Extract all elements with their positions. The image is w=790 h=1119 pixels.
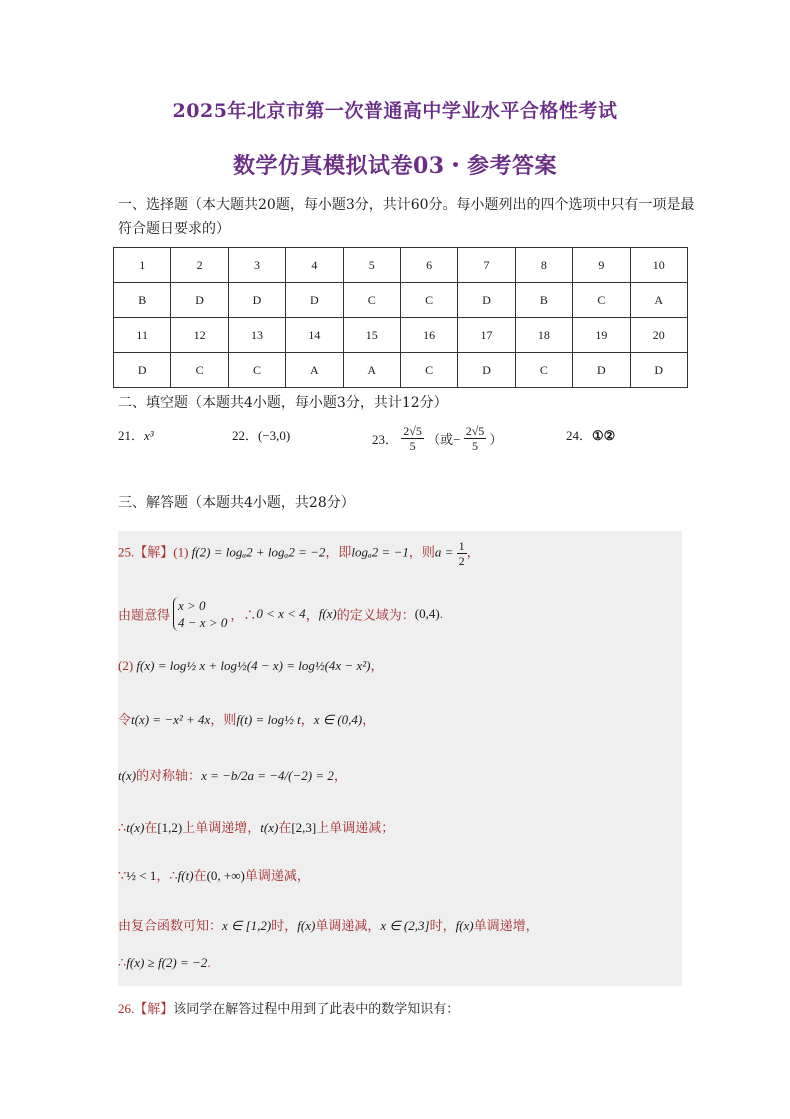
solution-line-4 — [118, 709, 375, 728]
math-expression: f(x) — [318, 606, 337, 621]
table-cell: 14 — [286, 318, 343, 353]
answer-23 — [372, 424, 503, 453]
math-expression: x ∈ [1,2) — [222, 918, 272, 933]
math-expression: logₐ2 = −1 — [351, 544, 409, 560]
table-cell: 8 — [515, 248, 572, 283]
math-expression: x ∈ (0,4) — [313, 712, 363, 727]
text: 由题意得 — [118, 607, 171, 623]
table-cell: 19 — [573, 318, 630, 353]
answer-23-close: ） — [489, 432, 503, 447]
text: 的对称轴： — [136, 768, 202, 783]
table-cell: D — [228, 283, 285, 318]
text: 在 — [193, 868, 207, 883]
fraction-numerator: 2√5 — [403, 424, 422, 438]
table-cell: A — [630, 283, 687, 318]
table-cell: D — [458, 283, 515, 318]
answer-24-value: ①② — [592, 428, 616, 443]
text: 令 — [118, 712, 132, 727]
table-cell: 5 — [343, 248, 400, 283]
table-cell: D — [458, 353, 515, 388]
text: 在 — [278, 820, 292, 835]
math-expression: t(x) — [126, 820, 145, 835]
text: 上单调递减； — [316, 820, 395, 835]
text: ∴ — [118, 820, 127, 835]
math-expression: [1,2) — [157, 820, 183, 835]
table-cell: C — [515, 353, 572, 388]
text: ，∴ — [156, 868, 178, 883]
text: ∴ — [118, 955, 127, 970]
table-cell: D — [114, 353, 171, 388]
condition: 4 − x > 0 — [178, 615, 228, 630]
math-expression: t(x) — [118, 768, 137, 783]
text: 在 — [144, 820, 158, 835]
math-expression: a = — [434, 544, 454, 560]
math-expression: (0,4) — [414, 606, 440, 621]
table-cell: 13 — [228, 318, 285, 353]
table-cell: 2 — [171, 248, 228, 283]
table-cell: 10 — [630, 248, 687, 283]
table-cell: D — [171, 283, 228, 318]
question-tag: 26.【解】 — [118, 1001, 174, 1016]
table-cell: 4 — [286, 248, 343, 283]
text: ， — [466, 544, 480, 560]
math-expression: [2,3] — [291, 820, 317, 835]
table-row — [114, 353, 688, 388]
table-cell: 20 — [630, 318, 687, 353]
text: ，则 — [210, 712, 237, 727]
table-cell: C — [343, 283, 400, 318]
table-cell: 18 — [515, 318, 572, 353]
text: . — [207, 955, 211, 970]
answer-22 — [232, 425, 290, 444]
math-expression: 0 < x < 4 — [256, 606, 306, 621]
table-cell: D — [286, 283, 343, 318]
solution-line-7 — [118, 865, 310, 884]
question-26-text: 该同学在解答过程中用到了此表中的数学知识有： — [173, 1001, 460, 1016]
table-cell: D — [573, 353, 630, 388]
fraction-numerator: 1 — [458, 539, 465, 553]
text: ， — [305, 607, 319, 623]
answer-24-label: 24． — [566, 428, 593, 443]
table-cell: 9 — [573, 248, 630, 283]
fraction-numerator: 2√5 — [465, 424, 485, 438]
solution-line-9 — [118, 955, 211, 971]
part-tag: (2) — [118, 658, 134, 673]
exam-title: 2025年北京市第一次普通高中学业水平合格性考试 — [172, 100, 618, 122]
table-cell: B — [114, 283, 171, 318]
table-cell: C — [400, 353, 457, 388]
table-cell: D — [630, 353, 687, 388]
section1-heading: 一、选择题（本大题共20题，每小题3分，共计60分。每小题列出的四个选项中只有一项是最符合题日要求的） — [118, 197, 695, 237]
question-26-intro — [118, 998, 459, 1017]
answer-23-fraction — [401, 424, 424, 453]
solution-line-2 — [118, 597, 443, 631]
table-cell: 6 — [400, 248, 457, 283]
table-cell: 17 — [458, 318, 515, 353]
table-cell: 3 — [228, 248, 285, 283]
answer-23-or: （或− — [427, 432, 461, 447]
math-expression: f(x) — [297, 918, 316, 933]
condition-system — [173, 597, 227, 631]
table-cell: A — [286, 353, 343, 388]
answer-24 — [566, 425, 615, 444]
text: 时， — [271, 918, 298, 933]
table-cell: C — [171, 353, 228, 388]
text: ∵ — [118, 868, 127, 883]
math-expression: x ∈ (2,3] — [380, 918, 430, 933]
table-cell: A — [343, 353, 400, 388]
text: ， — [370, 658, 384, 673]
math-expression: f(2) = logₐ2 + logₐ2 = −2 — [191, 544, 326, 560]
question-tag: 25.【解】(1) — [118, 544, 189, 560]
table-cell: 7 — [458, 248, 515, 283]
section3-heading: 三、解答题（本题共4小题，共28分） — [118, 495, 355, 511]
text: 时， — [429, 918, 456, 933]
solution-line-6 — [118, 817, 394, 836]
text: 由复合函数可知： — [118, 918, 223, 933]
math-expression: f(x) — [455, 918, 474, 933]
table-cell: C — [400, 283, 457, 318]
table-row — [114, 283, 688, 318]
table-cell: C — [228, 353, 285, 388]
solution-line-5 — [118, 765, 347, 784]
answer-23-label: 23． — [372, 432, 399, 447]
math-expression: ½ < 1 — [126, 868, 157, 883]
answer-23-fraction-alt — [464, 424, 487, 453]
text: 的定义域为： — [336, 607, 415, 623]
math-expression: (0, +∞) — [206, 868, 245, 883]
math-expression: x = −b/2a = −4/(−2) = 2 — [201, 768, 334, 783]
table-row — [114, 248, 688, 283]
math-expression: t(x) — [260, 820, 279, 835]
fraction-denominator: 2 — [458, 554, 465, 568]
text: 单调递减， — [244, 868, 310, 883]
text: ， — [333, 768, 347, 783]
math-expression: f(t) = log½ t — [236, 712, 301, 727]
answer-21 — [118, 425, 154, 444]
math-expression: f(t) — [177, 868, 194, 883]
math-expression: f(x) ≥ f(2) = −2 — [126, 955, 208, 970]
condition: x > 0 — [178, 598, 206, 613]
text: ， — [300, 712, 314, 727]
solution-line-8 — [118, 915, 539, 934]
text: 上单调递增， — [182, 820, 261, 835]
table-cell: 11 — [114, 318, 171, 353]
text: 单调递增， — [473, 918, 539, 933]
answer-22-value: (−3,0) — [258, 428, 291, 443]
text: . — [439, 606, 443, 621]
text: ， — [362, 712, 376, 727]
text: 单调递减， — [315, 918, 381, 933]
math-expression: t(x) = −x² + 4x — [131, 712, 211, 727]
table-row — [114, 318, 688, 353]
exam-subtitle: 数学仿真模拟试卷03・参考答案 — [232, 153, 558, 179]
table-cell: 1 — [114, 248, 171, 283]
table-cell: B — [515, 283, 572, 318]
table-cell: 12 — [171, 318, 228, 353]
text: ，即 — [325, 544, 352, 560]
solution-line-3 — [118, 655, 383, 674]
fraction-denominator: 5 — [472, 439, 478, 453]
fraction-denominator: 5 — [409, 439, 416, 453]
math-expression: f(x) = log½ x + log½(4 − x) = log½(4x − x²) — [136, 658, 371, 673]
section2-heading: 二、填空题（本题共4小题，每小题3分，共计12分） — [118, 395, 448, 411]
answer-table — [113, 247, 688, 388]
answer-22-label: 22． — [232, 428, 259, 443]
answer-21-value: x³ — [144, 428, 154, 443]
table-cell: 15 — [343, 318, 400, 353]
answer-21-label: 21． — [118, 428, 145, 443]
table-cell: C — [573, 283, 630, 318]
text: ，∴ — [230, 607, 257, 623]
fraction-one-half — [457, 539, 467, 568]
solution-line-1 — [118, 539, 480, 568]
table-cell: 16 — [400, 318, 457, 353]
text: ，则 — [408, 544, 435, 560]
solution-25-panel — [118, 531, 682, 986]
